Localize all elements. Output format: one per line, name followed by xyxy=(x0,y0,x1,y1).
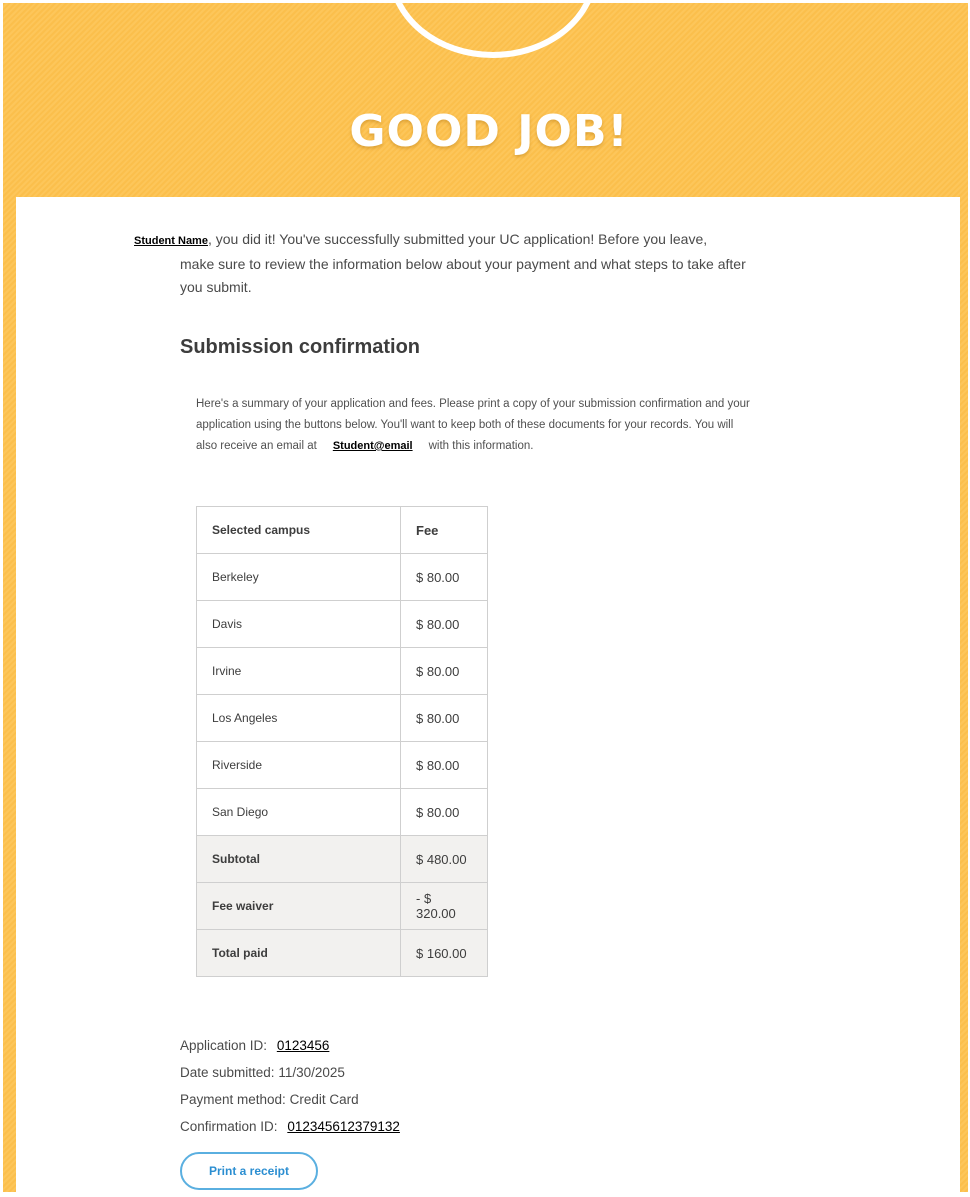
fee-cell: $ 80.00 xyxy=(401,554,488,601)
payment-method-line xyxy=(180,1092,359,1107)
summary-label-cell: Subtotal xyxy=(197,836,401,883)
fee-cell: $ 80.00 xyxy=(401,789,488,836)
date-submitted-label: Date submitted: xyxy=(180,1065,275,1080)
summary-text xyxy=(196,394,756,457)
table-row xyxy=(197,742,488,789)
page-title: GOOD JOB! xyxy=(349,106,629,157)
badge-circle-icon xyxy=(388,3,598,58)
summary-value-cell: $ 160.00 xyxy=(401,930,488,977)
campus-cell: Berkeley xyxy=(197,554,401,601)
total-paid-row xyxy=(197,930,488,977)
table-row xyxy=(197,648,488,695)
summary-text-part2: with this information. xyxy=(428,440,534,452)
content-panel xyxy=(16,197,960,1197)
header-fee: Fee xyxy=(401,507,488,554)
table-row xyxy=(197,695,488,742)
application-id-label: Application ID: xyxy=(180,1038,268,1053)
fee-cell: $ 80.00 xyxy=(401,742,488,789)
campus-cell: Los Angeles xyxy=(197,695,401,742)
table-row xyxy=(197,601,488,648)
table-header-row xyxy=(197,507,488,554)
summary-text-part1: Here's a summary of your application and fees. Please print a copy of your submission confirmation and your application using the buttons below. You'll want to keep both of these documents for your records. You will also receive an email at xyxy=(196,398,750,452)
fee-cell: $ 80.00 xyxy=(401,695,488,742)
fee-waiver-row xyxy=(197,883,488,930)
student-name-link[interactable]: Student Name xyxy=(134,235,208,247)
intro-text-part1: , you did it! You've successfully submitted your UC application! Before you leave, xyxy=(207,231,708,247)
section-title: Submission confirmation xyxy=(180,336,421,358)
campus-cell: Irvine xyxy=(197,648,401,695)
print-receipt-button[interactable]: Print a receipt xyxy=(180,1152,318,1190)
table-row xyxy=(197,554,488,601)
campus-cell: Riverside xyxy=(197,742,401,789)
fee-cell: $ 80.00 xyxy=(401,601,488,648)
subtotal-row xyxy=(197,836,488,883)
summary-value-cell: $ 480.00 xyxy=(401,836,488,883)
confirmation-id-label: Confirmation ID: xyxy=(180,1119,278,1134)
application-id-line xyxy=(180,1038,329,1053)
confirmation-id-line xyxy=(180,1119,400,1134)
summary-value-cell: - $ 320.00 xyxy=(401,883,488,930)
campus-cell: Davis xyxy=(197,601,401,648)
email-link[interactable]: Student@email xyxy=(332,440,413,452)
summary-label-cell: Fee waiver xyxy=(197,883,401,930)
intro-message xyxy=(134,228,754,299)
summary-label-cell: Total paid xyxy=(197,930,401,977)
intro-text-part2: make sure to review the information below about your payment and what steps to take after you submit. xyxy=(180,256,746,295)
fees-table xyxy=(196,506,488,977)
header-campus: Selected campus xyxy=(197,507,401,554)
fee-cell: $ 80.00 xyxy=(401,648,488,695)
payment-method-value: Credit Card xyxy=(289,1092,359,1107)
application-id-link[interactable]: 0123456 xyxy=(276,1038,330,1053)
confirmation-id-link[interactable]: 012345612379132 xyxy=(287,1119,400,1134)
date-submitted-value: 11/30/2025 xyxy=(278,1065,345,1080)
date-submitted-line xyxy=(180,1065,345,1080)
campus-cell: San Diego xyxy=(197,789,401,836)
table-row xyxy=(197,789,488,836)
payment-method-label: Payment method: xyxy=(180,1092,286,1107)
